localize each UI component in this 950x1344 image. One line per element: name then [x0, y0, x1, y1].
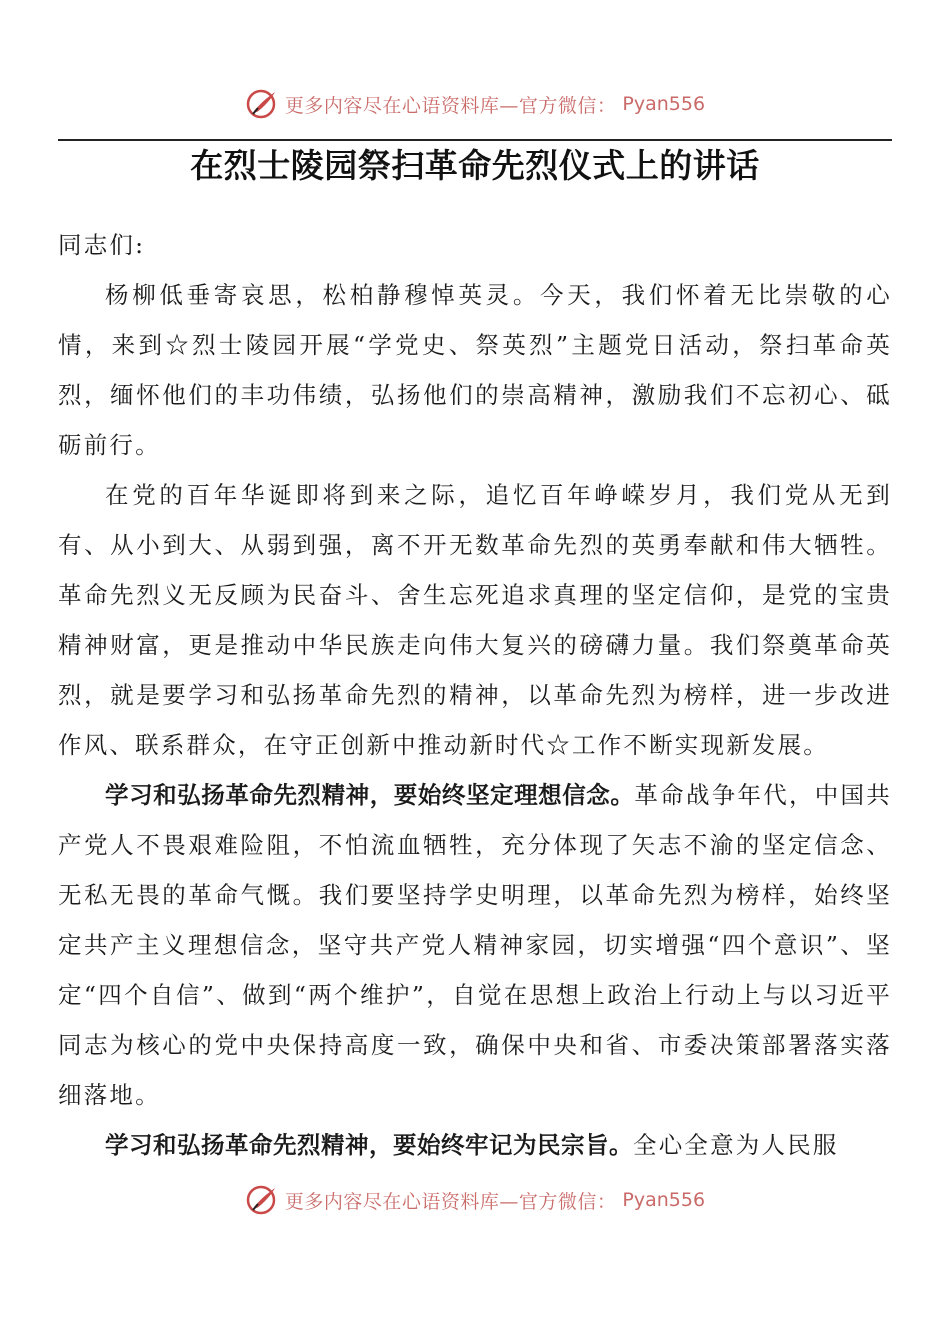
- paragraph-4: [58, 1120, 892, 1170]
- paragraph-2: [58, 470, 892, 770]
- paragraph-text: 革命战争年代，中国共产党人不畏艰难险阻，不怕流血牺牲，充分体现了矢志不渝的坚定信念、无私无畏的革命气慨。我们要坚持学史明理，以革命先烈为榜样，始终坚定共产主义理想信念，坚守共产党人精神家园，切实增强“四个意识”、坚定“四个自信”、做到“两个维护”，自觉在思想上政治上行动上与以习近平同志为核心的党中央保持高度一致，确保中央和省、市委决策部署落实落细落地。: [58, 781, 893, 1109]
- paragraph-lead: 学习和弘扬革命先烈精神，要始终牢记为民宗旨。: [105, 1131, 633, 1159]
- header-banner: [0, 84, 950, 124]
- footer-banner: [0, 1180, 950, 1220]
- paragraph-1: [58, 270, 892, 470]
- paragraph-text: 在党的百年华诞即将到来之际，追忆百年峥嵘岁月，我们党从无到有、从小到大、从弱到强，离不开无数革命先烈的英勇奉献和伟大牺牲。革命先烈义无反顾为民奋斗、舍生忘死追求真理的坚定信仰，是党的宝贵精神财富，更是推动中华民族走向伟大复兴的磅礴力量。我们祭奠革命英烈，就是要学习和弘扬革命先烈的精神，以革命先烈为榜样，进一步改进作风、联系群众，在守正创新中推动新时代☆工作不断实现新发展。: [58, 481, 892, 759]
- paragraph-lead: 学习和弘扬革命先烈精神，要始终坚定理想信念。: [105, 781, 635, 809]
- salutation: 同志们:: [58, 231, 146, 259]
- footer-banner-text: 更多内容尽在心语资料库—官方微信：: [284, 1190, 617, 1213]
- paragraph-3: [58, 770, 892, 1120]
- paragraph-text: 全心全意为人民服: [633, 1131, 839, 1159]
- title-divider: [58, 139, 892, 141]
- header-banner-text: 更多内容尽在心语资料库—官方微信：: [284, 94, 617, 117]
- header-banner-id: Pyan556: [622, 93, 706, 115]
- quill-logo-icon: [245, 1183, 279, 1217]
- footer-banner-id: Pyan556: [622, 1189, 706, 1211]
- paragraph-text: 杨柳低垂寄哀思，松柏静穆悼英灵。今天，我们怀着无比崇敬的心情，来到☆烈士陵园开展“学党史、祭英烈”主题党日活动，祭扫革命英烈，缅怀他们的丰功伟绩，弘扬他们的崇高精神，激励我们不忘初心、砥砺前行。: [58, 281, 892, 459]
- quill-logo-icon: [245, 87, 279, 121]
- document-body: [58, 220, 892, 1170]
- document-title: 在烈士陵园祭扫革命先烈仪式上的讲话: [190, 146, 760, 185]
